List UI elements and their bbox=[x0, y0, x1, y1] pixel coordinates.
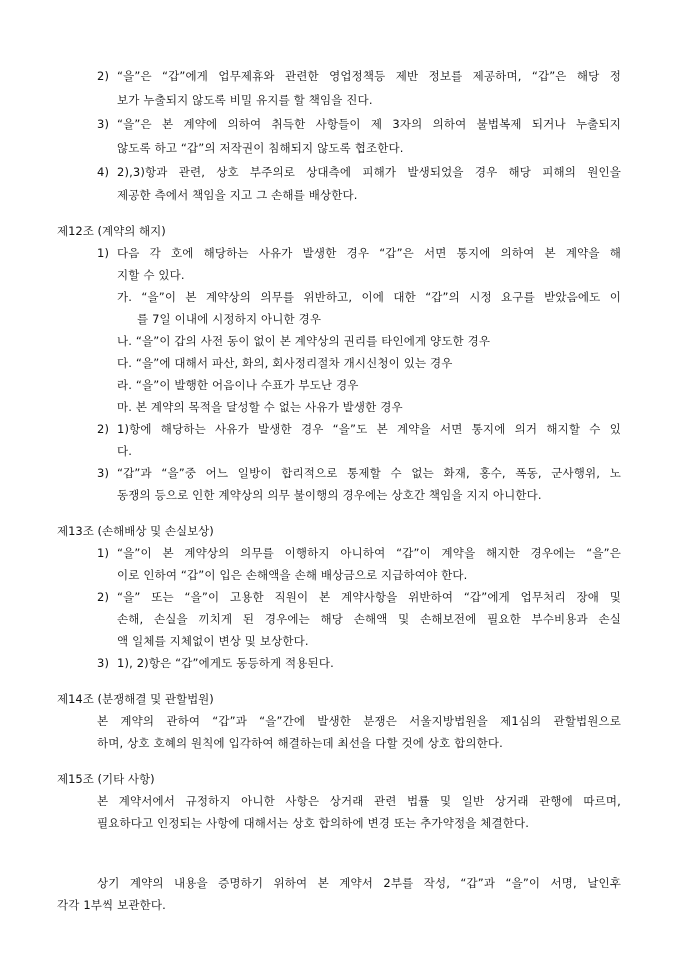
paragraph-line: 2),3)항과 관련, 상호 부주의로 상대측에 피해가 발생되었을 경우 해당 피해의 원인을 bbox=[117, 165, 621, 179]
sub-item-ma: 마. 본 계약의 목적을 달성할 수 없는 사유가 발생한 경우 bbox=[117, 400, 403, 414]
paragraph-line: 이로 인하여 “갑”이 입은 손해액을 손해 배상금으로 지급하여야 한다. bbox=[117, 568, 468, 582]
article-title: 제13조 (손해배상 및 손실보상) bbox=[57, 524, 214, 538]
paragraph-line: “을”이 본 계약상의 의무를 이행하지 아니하여 “갑”이 계약을 해지한 경우에는 “을”은 bbox=[117, 546, 621, 560]
sub-item-ga-cont: 를 7일 이내에 시정하지 아니한 경우 bbox=[137, 312, 322, 326]
paragraph-line: 하며, 상호 호혜의 원칙에 입각하여 해결하는데 최선을 다할 것에 상호 합의한다. bbox=[97, 736, 503, 750]
sub-item-ga: 가. “을”이 본 계약상의 의무를 위반하고, 이에 대한 “갑”의 시정 요구를 받았음에도 이 bbox=[117, 290, 621, 304]
paragraph-line: 동쟁의 등으로 인한 계약상의 의무 불이행의 경우에는 상호간 책임을 지지 아니한다. bbox=[117, 488, 542, 502]
item-number: 1) bbox=[97, 246, 110, 260]
paragraph-line: 액 일체를 지체없이 변상 및 보상한다. bbox=[117, 634, 309, 648]
paragraph-line: “을”은 “갑”에게 업무제휴와 관련한 영업정책등 제반 정보를 제공하며, “갑”은 해당 정 bbox=[117, 69, 621, 83]
item-number: 3) bbox=[97, 656, 110, 670]
paragraph-line: 본 계약서에서 규정하지 아니한 사항은 상거래 관련 법률 및 일반 상거래 관행에 따르며, bbox=[97, 794, 621, 808]
item-number: 4) bbox=[97, 165, 110, 179]
item-number: 3) bbox=[97, 117, 110, 131]
article-title: 제15조 (기타 사항) bbox=[57, 772, 155, 786]
paragraph-line: 않도록 하고 “갑”의 저작권이 침해되지 않도록 협조한다. bbox=[117, 141, 404, 155]
item-number: 3) bbox=[97, 466, 110, 480]
paragraph-line: 지할 수 있다. bbox=[117, 268, 185, 282]
paragraph-line: 1), 2)항은 “갑”에게도 동등하게 적용된다. bbox=[117, 656, 334, 670]
item-number: 2) bbox=[97, 590, 110, 604]
paragraph-line: 상기 계약의 내용을 증명하기 위하여 본 계약서 2부를 작성, “갑”과 “을”이 서명, 날인후 bbox=[97, 876, 621, 890]
item-number: 2) bbox=[97, 422, 110, 436]
item-number: 2) bbox=[97, 69, 110, 83]
paragraph-line: 제공한 측에서 책임을 지고 그 손해를 배상한다. bbox=[117, 188, 358, 202]
paragraph-line: 본 계약의 관하여 “갑”과 “을”간에 발생한 분쟁은 서울지방법원을 제1심의 관할법원으로 bbox=[97, 714, 621, 728]
paragraph-line: 다. bbox=[117, 444, 133, 458]
sub-item-da: 다. “을”에 대해서 파산, 화의, 회사정리절차 개시신청이 있는 경우 bbox=[117, 356, 453, 370]
paragraph-line: 손해, 손실을 끼치게 된 경우에는 해당 손해액 및 손해보전에 필요한 부수비용과 손실 bbox=[117, 612, 621, 626]
paragraph-line: “을” 또는 “을”이 고용한 직원이 본 계약사항을 위반하여 “갑”에게 업무처리 장애 및 bbox=[117, 590, 621, 604]
paragraph-line: “갑”과 “을”중 어느 일방이 합리적으로 통제할 수 없는 화재, 홍수, 폭동, 군사행위, 노 bbox=[117, 466, 621, 480]
paragraph-line: 1)항에 해당하는 사유가 발생한 경우 “을”도 본 계약을 서면 통지에 의거 해지할 수 있 bbox=[117, 422, 621, 436]
article-title: 제14조 (분쟁해결 및 관할법원) bbox=[57, 692, 214, 706]
paragraph-line: “을”은 본 계약에 의하여 취득한 사항들이 제 3자의 의하여 불법복제 되거나 누출되지 bbox=[117, 117, 621, 131]
article-title: 제12조 (계약의 해지) bbox=[57, 224, 166, 238]
paragraph-line: 각각 1부씩 보관한다. bbox=[57, 898, 166, 912]
paragraph-line: 보가 누출되지 않도록 비밀 유지를 할 책임을 진다. bbox=[117, 93, 373, 107]
paragraph-line: 필요하다고 인정되는 사항에 대해서는 상호 합의하에 변경 또는 추가약정을 체결한다. bbox=[97, 816, 530, 830]
sub-item-na: 나. “을”이 갑의 사전 동이 없이 본 계약상의 권리를 타인에게 양도한 경우 bbox=[117, 334, 491, 348]
paragraph-line: 다음 각 호에 해당하는 사유가 발생한 경우 “갑”은 서면 통지에 의하여 본 계약을 해 bbox=[117, 246, 621, 260]
item-number: 1) bbox=[97, 546, 110, 560]
sub-item-ra: 라. “을”이 발행한 어음이나 수표가 부도난 경우 bbox=[117, 378, 359, 392]
